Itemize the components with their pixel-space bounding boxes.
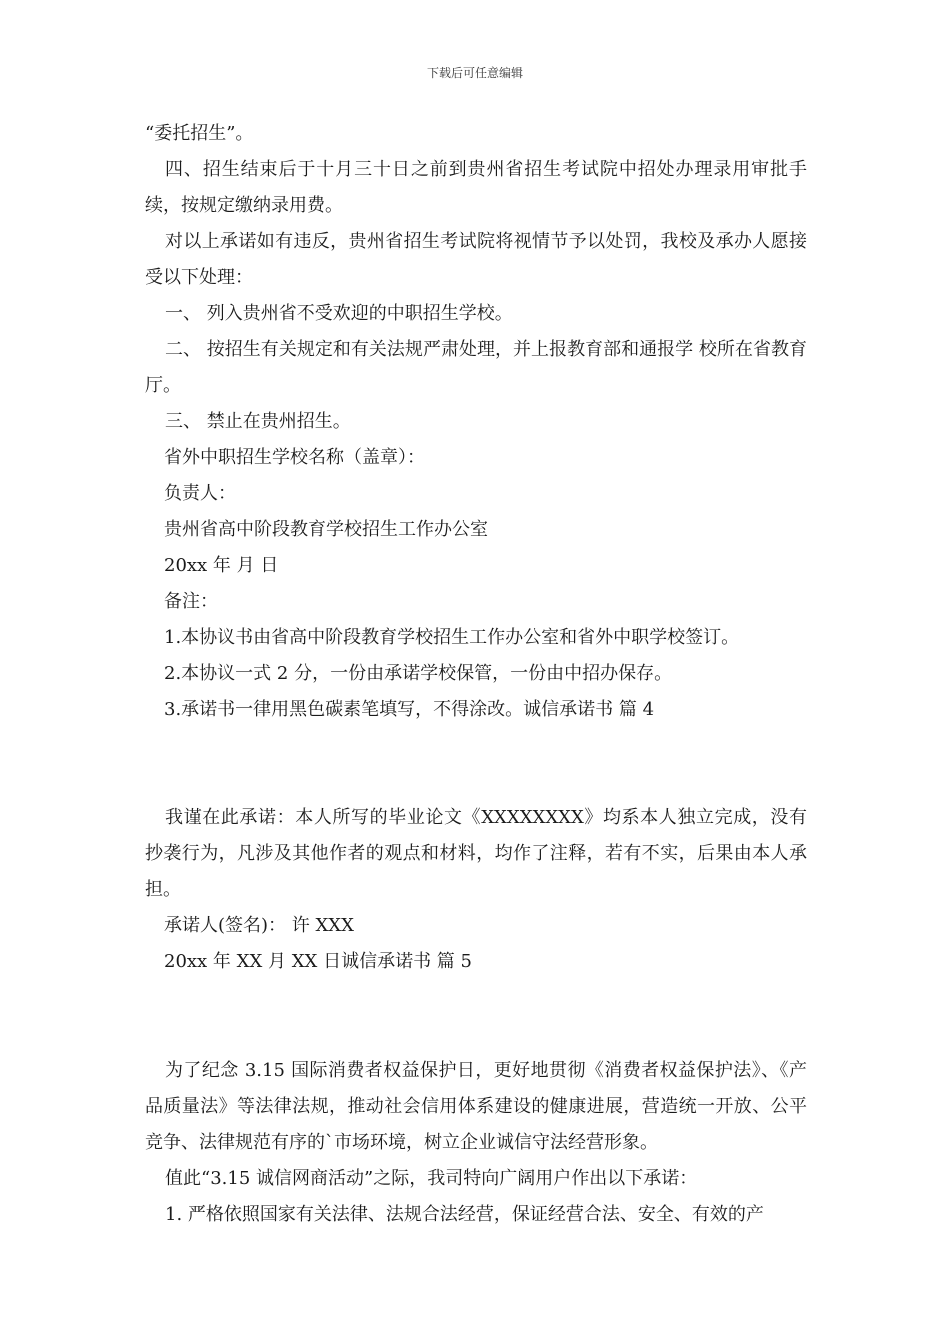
document-body bbox=[145, 116, 807, 1233]
paragraph: 3.承诺书一律用黑色碳素笔填写，不得涂改。诚信承诺书 篇 4 bbox=[164, 699, 655, 720]
paragraph: 四、招生结束后于十月三十日之前到贵州省招生考试院中招处办理录用审批手续，按规定缴纳录用费。 bbox=[145, 159, 807, 216]
section-spacer bbox=[145, 980, 807, 1053]
paragraph: 为了纪念 3.15 国际消费者权益保护日，更好地贯彻《消费者权益保护法》、《产品质量法》等法律法规，推动社会信用体系建设的健康进展，营造统一开放、公平竞争、法律规范有序的`市场环境，树立企业诚信守法经营形象。 bbox=[145, 1060, 807, 1153]
paragraph: 2.本协议一式 2 分，一份由承诺学校保管，一份由中招办保存。 bbox=[164, 663, 673, 684]
paragraph: 20xx 年 月 日 bbox=[164, 555, 279, 576]
paragraph: 负责人： bbox=[164, 483, 236, 504]
paragraph: “委托招生”。 bbox=[145, 123, 254, 144]
paragraph: 一、 列入贵州省不受欢迎的中职招生学校。 bbox=[165, 303, 513, 324]
section-spacer bbox=[145, 728, 807, 800]
paragraph: 1.本协议书由省高中阶段教育学校招生工作办公室和省外中职学校签订。 bbox=[164, 627, 740, 648]
paragraph: 贵州省高中阶段教育学校招生工作办公室 bbox=[164, 519, 488, 540]
paragraph: 三、 禁止在贵州招生。 bbox=[165, 411, 351, 432]
paragraph: 二、 按招生有关规定和有关法规严肃处理，并上报教育部和通报学 校所在省教育厅。 bbox=[145, 339, 807, 396]
paragraph: 备注： bbox=[164, 591, 218, 612]
paragraph: 值此“3.15 诚信网商活动”之际，我司特向广阔用户作出以下承诺： bbox=[165, 1168, 698, 1189]
paragraph: 省外中职招生学校名称（盖章）： bbox=[164, 447, 425, 468]
page-header: 下载后可任意编辑 bbox=[426, 66, 523, 80]
paragraph: 对以上承诺如有违反，贵州省招生考试院将视情节予以处罚，我校及承办人愿接受以下处理： bbox=[145, 231, 807, 288]
paragraph: 承诺人(签名)： 许 XXX bbox=[164, 915, 354, 936]
paragraph: 1. 严格依照国家有关法律、法规合法经营，保证经营合法、安全、有效的产 bbox=[165, 1204, 764, 1225]
paragraph: 20xx 年 XX 月 XX 日诚信承诺书 篇 5 bbox=[164, 951, 472, 972]
paragraph: 我谨在此承诺：本人所写的毕业论文《XXXXXXXX》均系本人独立完成，没有抄袭行为，凡涉及其他作者的观点和材料，均作了注释，若有不实，后果由本人承担。 bbox=[145, 807, 807, 900]
